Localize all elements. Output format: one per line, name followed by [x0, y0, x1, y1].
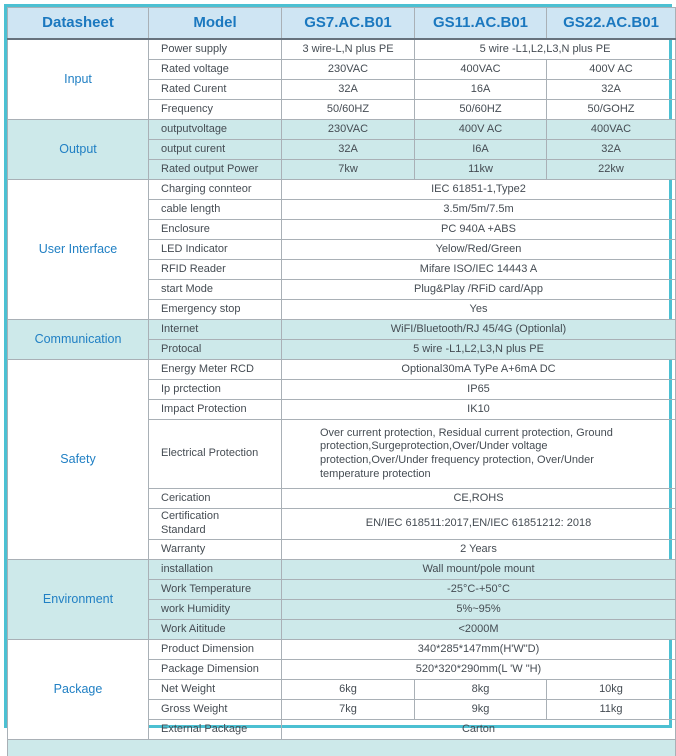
spec-value: Yes — [282, 300, 676, 320]
table-row — [8, 180, 676, 200]
spec-value: 6kg — [282, 680, 415, 700]
table-row — [8, 740, 676, 756]
table-row — [8, 39, 676, 60]
spec-value: 5 wire -L1,L2,L3,N plus PE — [415, 39, 676, 60]
spec-label: Work Temperature — [149, 580, 282, 600]
spec-label: Energy Meter RCD — [149, 360, 282, 380]
spec-value: CE,ROHS — [282, 489, 676, 509]
spec-label: Frequency — [149, 100, 282, 120]
spec-value: 50/60HZ — [415, 100, 547, 120]
spec-label: LED Indicator — [149, 240, 282, 260]
spec-label: Rated voltage — [149, 60, 282, 80]
header-model: Model — [149, 8, 282, 40]
section-label-input: Input — [8, 39, 149, 120]
spec-value: IEC 61851-1,Type2 — [282, 180, 676, 200]
spec-value: 520*320*290mm(L 'W "H) — [282, 660, 676, 680]
spec-value: 32A — [282, 140, 415, 160]
spec-value: WiFI/Bluetooth/RJ 45/4G (Optionlal) — [282, 320, 676, 340]
section-label-user-interface: User Interface — [8, 180, 149, 320]
spec-value: Optional30mA TyPe A+6mA DC — [282, 360, 676, 380]
table-row — [8, 640, 676, 660]
spec-value: 11kg — [547, 700, 676, 720]
table-row — [8, 360, 676, 380]
spec-label: Charging connteor — [149, 180, 282, 200]
table-row — [8, 120, 676, 140]
spec-value: Carton — [282, 720, 676, 740]
spec-label: Rated output Power — [149, 160, 282, 180]
spec-label: Product Dimension — [149, 640, 282, 660]
table-row — [8, 320, 676, 340]
spec-value: 400V AC — [547, 60, 676, 80]
spec-value: 3.5m/5m/7.5m — [282, 200, 676, 220]
spec-value: Wall mount/pole mount — [282, 560, 676, 580]
spec-label: Ip prctection — [149, 380, 282, 400]
spec-label: RFID Reader — [149, 260, 282, 280]
spec-value: I6A — [415, 140, 547, 160]
spec-label: Rated Curent — [149, 80, 282, 100]
spec-value: -25°C-+50°C — [282, 580, 676, 600]
spec-value: 230VAC — [282, 120, 415, 140]
spec-value: <2000M — [282, 620, 676, 640]
spec-value: 7kg — [282, 700, 415, 720]
spec-value: EN/IEC 618511:2017,EN/IEC 61851212: 2018 — [282, 509, 676, 540]
table-row — [8, 560, 676, 580]
spec-value: Mifare ISO/IEC 14443 A — [282, 260, 676, 280]
datasheet-table — [7, 7, 676, 756]
spec-label: Enclosure — [149, 220, 282, 240]
spec-label: output curent — [149, 140, 282, 160]
spec-label: Gross Weight — [149, 700, 282, 720]
spec-value: 340*285*147mm(H'W"D) — [282, 640, 676, 660]
spec-label: Warranty — [149, 540, 282, 560]
section-label-safety: Safety — [8, 360, 149, 560]
header-row — [8, 8, 676, 40]
spec-value: Yelow/Red/Green — [282, 240, 676, 260]
header-model-gs22: GS22.AC.B01 — [547, 8, 676, 40]
spec-label: Impact Protection — [149, 400, 282, 420]
spec-label: Power supply — [149, 39, 282, 60]
spec-label: installation — [149, 560, 282, 580]
spec-value: 3 wire-L,N plus PE — [282, 39, 415, 60]
spec-value: 400V AC — [415, 120, 547, 140]
spec-label: Emergency stop — [149, 300, 282, 320]
spec-label: Internet — [149, 320, 282, 340]
spec-label: Net Weight — [149, 680, 282, 700]
spec-value: Plug&Play /RFiD card/App — [282, 280, 676, 300]
spec-value: 5 wire -L1,L2,L3,N plus PE — [282, 340, 676, 360]
spec-label: start Mode — [149, 280, 282, 300]
spec-value: 32A — [547, 80, 676, 100]
spec-label: Work Aititude — [149, 620, 282, 640]
spec-value: 50/60HZ — [282, 100, 415, 120]
spec-label: work Humidity — [149, 600, 282, 620]
spec-value: Over current protection, Residual current protection, Ground protection,Surgeprotection,Over/Under voltage protection,Over/Under frequency protection, Over/Under temperature protection — [282, 420, 676, 489]
spec-label: Cerication — [149, 489, 282, 509]
spec-label: Electrical Protection — [149, 420, 282, 489]
spec-value: 8kg — [415, 680, 547, 700]
spec-value: 230VAC — [282, 60, 415, 80]
spec-value: 32A — [547, 140, 676, 160]
spec-value: 50/GOHZ — [547, 100, 676, 120]
section-label-package: Package — [8, 640, 149, 740]
spec-value: 32A — [282, 80, 415, 100]
spec-value: 11kw — [415, 160, 547, 180]
spec-value: PC 940A +ABS — [282, 220, 676, 240]
section-label-environment: Environment — [8, 560, 149, 640]
header-datasheet: Datasheet — [8, 8, 149, 40]
spec-label: outputvoltage — [149, 120, 282, 140]
spec-value: IP65 — [282, 380, 676, 400]
spec-value: 400VAC — [415, 60, 547, 80]
spec-label: Protocal — [149, 340, 282, 360]
header-model-gs7: GS7.AC.B01 — [282, 8, 415, 40]
spec-value: 10kg — [547, 680, 676, 700]
spec-value: IK10 — [282, 400, 676, 420]
header-model-gs11: GS11.AC.B01 — [415, 8, 547, 40]
footer-strip — [8, 740, 676, 756]
section-label-output: Output — [8, 120, 149, 180]
spec-label: cable length — [149, 200, 282, 220]
spec-value: 16A — [415, 80, 547, 100]
datasheet-table-frame — [4, 4, 672, 728]
spec-label: Package Dimension — [149, 660, 282, 680]
spec-label: Certification Standard — [149, 509, 282, 540]
spec-value: 9kg — [415, 700, 547, 720]
spec-value: 5%~95% — [282, 600, 676, 620]
spec-value: 400VAC — [547, 120, 676, 140]
spec-value: 7kw — [282, 160, 415, 180]
spec-label: External Package — [149, 720, 282, 740]
spec-value: 22kw — [547, 160, 676, 180]
spec-value: 2 Years — [282, 540, 676, 560]
section-label-communication: Communication — [8, 320, 149, 360]
